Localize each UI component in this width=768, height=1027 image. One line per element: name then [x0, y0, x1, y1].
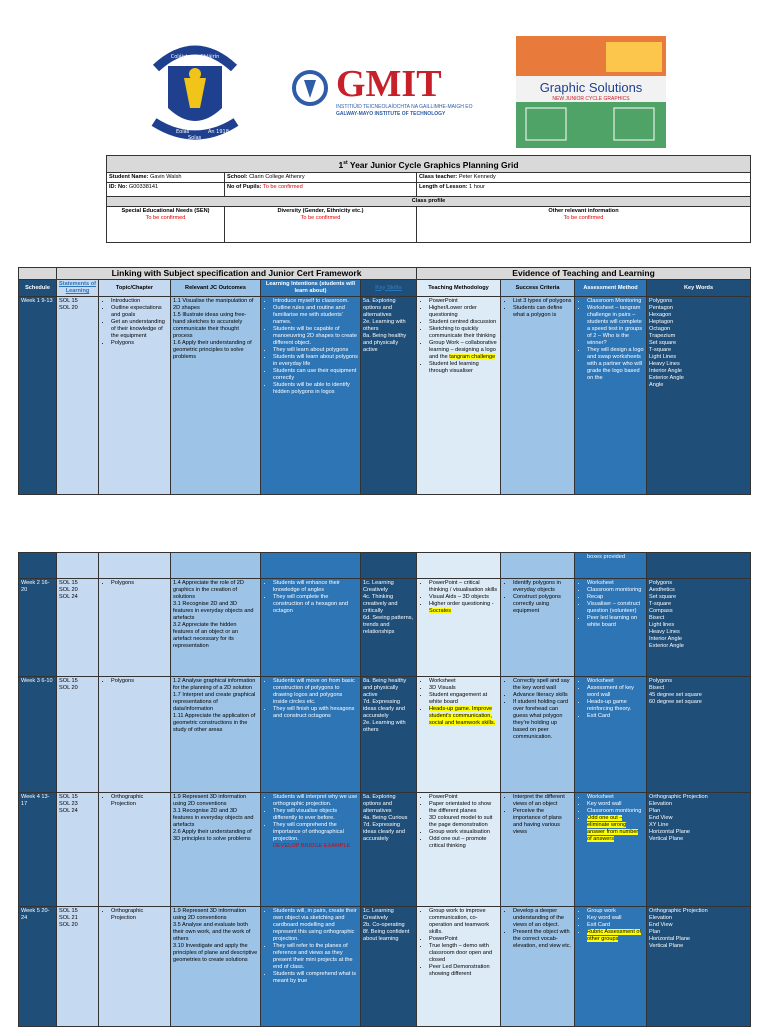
col-topic: Topic/Chapter [99, 280, 171, 297]
col-success-criteria: Success Criteria [501, 280, 575, 297]
week-4-tm: • PowerPoint • Paper orientated to show the different planes • 3D coloured model to suit the page demonstration • Group work visualisation • Odd one out – promote critical thinking [417, 793, 501, 907]
week-1-am-continued: boxes provided [575, 553, 647, 579]
week-1-schedule: Week 1 9-13 [19, 297, 57, 495]
week-5-key-skills: 1c. Learning Creatively 2b. Co-operating 8f. Being confident about learning [361, 907, 417, 1027]
week-5-am: • Group work • Key word wall • Exit Card • Rubric Assessment of other groups [575, 907, 647, 1027]
week-3-am: • Worksheet • Assessment of key word wall • Heads-up game reinforcing theory. • Exit Card [575, 677, 647, 793]
week-1-key-skills: 5a. Exploring options and alternatives 2e. Learning with others 8a. Being healthy and physically active [361, 297, 417, 495]
header-logos [0, 0, 768, 150]
week-4-key-skills: 5a. Exploring options and alternatives 4a. Being Curious 7d. Expressing ideas clearly and accurately [361, 793, 417, 907]
week-2-key-skills: 1c. Learning Creatively 4c. Thinking creatively and critically 6d. Seeing patterns, trends and relationships [361, 579, 417, 677]
week-2-key-words: Polygons Aesthetics Set square T-square Compass Bisect Light lines Heavy Lines Interior Angle Exterior Angle [647, 579, 751, 677]
week-2-am: • Worksheet • Classroom monitoring • Recap • Visualiser – construct question (volunteer) • Peer led learning on white board [575, 579, 647, 677]
week-5-schedule: Week 5 20-24 [19, 907, 57, 1027]
week-2-li: • Students will enhance their knowledge of angles • They will complete the construction of a hexagon and octagon [261, 579, 361, 677]
week-3-topic: • Polygons [99, 677, 171, 793]
gmit-irish-name: INSTITIÚID TEICNEOLAÍOCHTA NA GAILLIMHE-MAIGH EO [336, 104, 473, 110]
week-2-jc: 1.4 Appreciate the role of 2D graphics in the creation of solutions 3.1 Recognise 2D and 3D features in everyday objects and artefacts 3.2 Appreciate the hidden features of an object or an artefact necessary for its representation [171, 579, 261, 677]
week-4-am: • Worksheet • Key word wall • Classroom monitoring • Odd one out – eliminate wrong answer from number of answers [575, 793, 647, 907]
class-profile-heading: Class profile [107, 197, 751, 207]
week-4-topic: • Orthographic Projection [99, 793, 171, 907]
school-cell: School: Clarin College Athenry [225, 173, 417, 183]
week-3-key-skills: 8a. Being healthy and physically active 7d. Expressing ideas clearly and accurately 2e. Learning with others [361, 677, 417, 793]
week-2-schedule: Week 2 16-20 [19, 579, 57, 677]
week-5-topic: • Orthographic Projection [99, 907, 171, 1027]
crest-year: An 1918 [208, 129, 229, 135]
week-5-tm: • Group work to improve communication, co-operation and teamwork skills. • PowerPoint • True length – demo with classroom door open and closed • Peer Led Demonstration showing different [417, 907, 501, 1027]
gmit-wordmark: GMIT [336, 63, 442, 105]
week-4-sc: • Interpret the different views of an object • Perceive the importance of plans and having various views [501, 793, 575, 907]
pupils-cell: No of Pupils: To be confirmed [225, 183, 417, 197]
col-assessment-method: Assessment Method [575, 280, 647, 297]
week-2-sc: • Identify polygons in everyday objects • Construct polygons correctly using equipment [501, 579, 575, 677]
book-title: Graphic Solutions [539, 80, 643, 95]
week-3-key-words: Polygons Bisect 45 degree set square 60 degree set square [647, 677, 751, 793]
other-info-cell: Other relevant information To be confirmed [417, 207, 751, 243]
table-row [19, 553, 751, 579]
week-1-sol: SOL 15 SOL 20 [57, 297, 99, 495]
week-1-tm: • PowerPoint • Higher/Lower order questioning • Student centred discussion • Sketching to quickly communicate their thinking • Group Work – collaborative learning – designing a logo and the tangram challenge • Student led learning through visualiser [417, 297, 501, 495]
week-2-tm: • PowerPoint – critical thinking / visualisation skills • Visual Aids – 3D objects • Higher order questioning - Socrates [417, 579, 501, 677]
table-row [19, 579, 751, 677]
planning-title: 1st Year Junior Cycle Graphics Planning Grid [107, 156, 751, 173]
week-1-li: • Introduce myself to classroom. • Outline rules and routine and familiarise me with students' names. • Students will be capable of manoeuvring 2D shapes to create different object. • They will learn about polygons • Students will learn about polygons in everyday life • Students can use their equipment correctly • Students will be able to identify hidden polygons in logos [261, 297, 361, 495]
week-3-sc: • Correctly spell and say the key word wall • Advance literacy skills • If student holding card over forehead can guess what polygon they're holding up based on peer communication. [501, 677, 575, 793]
week-5-li: • Students will, in pairs, create their own object via sketching and cardboard modelling and represent this using orthographic projection. • They will refer to the planes of reference and views as they present their mini projects at the end of class. • Students will comprehend what is meant by true [261, 907, 361, 1027]
learning-grid-page-2 [18, 552, 751, 1027]
graphic-solutions-book-cover [516, 36, 666, 148]
table-row [19, 793, 751, 907]
week-5-key-words: Orthographic Projection Elevation End View Plan Horizontal Plane Vertical Plane [647, 907, 751, 1027]
week-3-jc: 1.2 Analyse graphical information for the planning of a 2D solution 1.7 Interpret and create graphical representations of data/information 1.11 Appreciate the application of geometric constructions in the study of other areas [171, 677, 261, 793]
week-4-li: • Students will interpret why we use orthographic projection. • They will visualise objects differently to ever before. • They will comprehend the importance of orthographical projection. DEVELOP BRIDGE EXAMPLE [261, 793, 361, 907]
col-key-skills[interactable]: Key Skills [361, 280, 417, 297]
week-4-sol: SOL 15 SOL 23 SOL 24 [57, 793, 99, 907]
school-crest-logo [148, 38, 242, 148]
week-3-schedule: Week 3 6-10 [19, 677, 57, 793]
week-4-schedule: Week 4 13-17 [19, 793, 57, 907]
book-subtitle: NEW JUNIOR CYCLE GRAPHICS [552, 96, 630, 102]
diversity-cell: Diversity (Gender, Ethnicity etc.) To be confirmed [225, 207, 417, 243]
table-row [19, 297, 751, 495]
teacher-cell: Class teacher: Peter Kennedy [417, 173, 751, 183]
week-1-key-words: Polygons Pentagon Hexagon Heptagon Octagon Trapezium Set square T-square Light Lines Heavy Lines Interior Angle Exterior Angle Angle [647, 297, 751, 495]
table-row [19, 677, 751, 793]
gmit-logo [290, 58, 480, 122]
lesson-length-cell: Length of Lesson: 1 hour [417, 183, 751, 197]
week-3-tm: • Worksheet • 3D Visuals • Student engagement at white board • Heads-up game. Improve student's communication, social and teamwork skills. [417, 677, 501, 793]
sen-cell: Special Educational Needs (SEN) To be confirmed [107, 207, 225, 243]
week-5-sol: SOL 15 SOL 21 SOL 20 [57, 907, 99, 1027]
week-1-am: • Classroom Monitoring • Worksheet – tangram challenge in pairs – students will complete a speed test in groups of 2 – Who is the winner? • They will design a logo and swap worksheets with a partner who will grade the logo based on the [575, 297, 647, 495]
week-5-jc: 1.9 Represent 3D information using 2D conventions 3.5 Analyse and evaluate both their own work, and the work of others 3.10 Investigate and apply the principles of plane and descriptive geometries to create solutions [171, 907, 261, 1027]
crest-word-solas: Solas [188, 135, 202, 141]
col-statements[interactable]: Statements of Learning [57, 280, 99, 297]
planning-grid-table [106, 155, 751, 243]
week-2-sol: SOL 15 SOL 20 SOL 24 [57, 579, 99, 677]
col-jc-outcomes: Relevant JC Outcomes [171, 280, 261, 297]
week-3-li: • Students will move on from basic construction of polygons to drawing logos and polygons inside circles etc. • They will finish up with hexagons and construct octagons [261, 677, 361, 793]
crest-word-eolas: Eolas [176, 129, 190, 135]
table-row [19, 907, 751, 1027]
week-4-key-words: Orthographic Projection Elevation Plan End View XY Line Horizontal Plane Vertical Plane [647, 793, 751, 907]
week-5-sc: • Develop a deeper understanding of the views of an object. • Present the object with the correct vocab- elevation, end view etc. [501, 907, 575, 1027]
week-3-sol: SOL 15 SOL 20 [57, 677, 99, 793]
week-1-sc: • List 3 types of polygons • Students can define what a polygon is [501, 297, 575, 495]
learning-grid-page-1 [18, 267, 751, 495]
student-name-cell: Student Name: Gavin Walsh [107, 173, 225, 183]
week-2-topic: • Polygons [99, 579, 171, 677]
col-schedule: Schedule [19, 280, 57, 297]
gmit-english-name: GALWAY-MAYO INSTITUTE OF TECHNOLOGY [336, 111, 446, 117]
band-evidence: Evidence of Teaching and Learning [417, 268, 751, 280]
week-4-jc: 1.9 Represent 3D information using 2D conventions 3.1 Recognise 2D and 3D features in everyday objects and artefacts 2.6 Apply their understanding of 3D principles to solve problems [171, 793, 261, 907]
id-cell: ID: No: G00338141 [107, 183, 225, 197]
band-linking: Linking with Subject specification and Junior Cert Framework [57, 268, 417, 280]
col-learning-intentions: Learning Intentions (students will learn about) [261, 280, 361, 297]
crest-motto: Coláiste an Chláirín [170, 54, 220, 60]
week-1-topic: • Introduction • Outline expectations and goals • Get an understanding of their knowledge of the equipment • Polygons [99, 297, 171, 495]
col-key-words: Key Words [647, 280, 751, 297]
week-1-jc: 1.1 Visualise the manipulation of 2D shapes 1.5 Illustrate ideas using free-hand sketches to accurately communicate their thought process 1.6 Apply their understanding of geometric principles to solve problems [171, 297, 261, 495]
col-teaching-methodology: Teaching Methodology [417, 280, 501, 297]
